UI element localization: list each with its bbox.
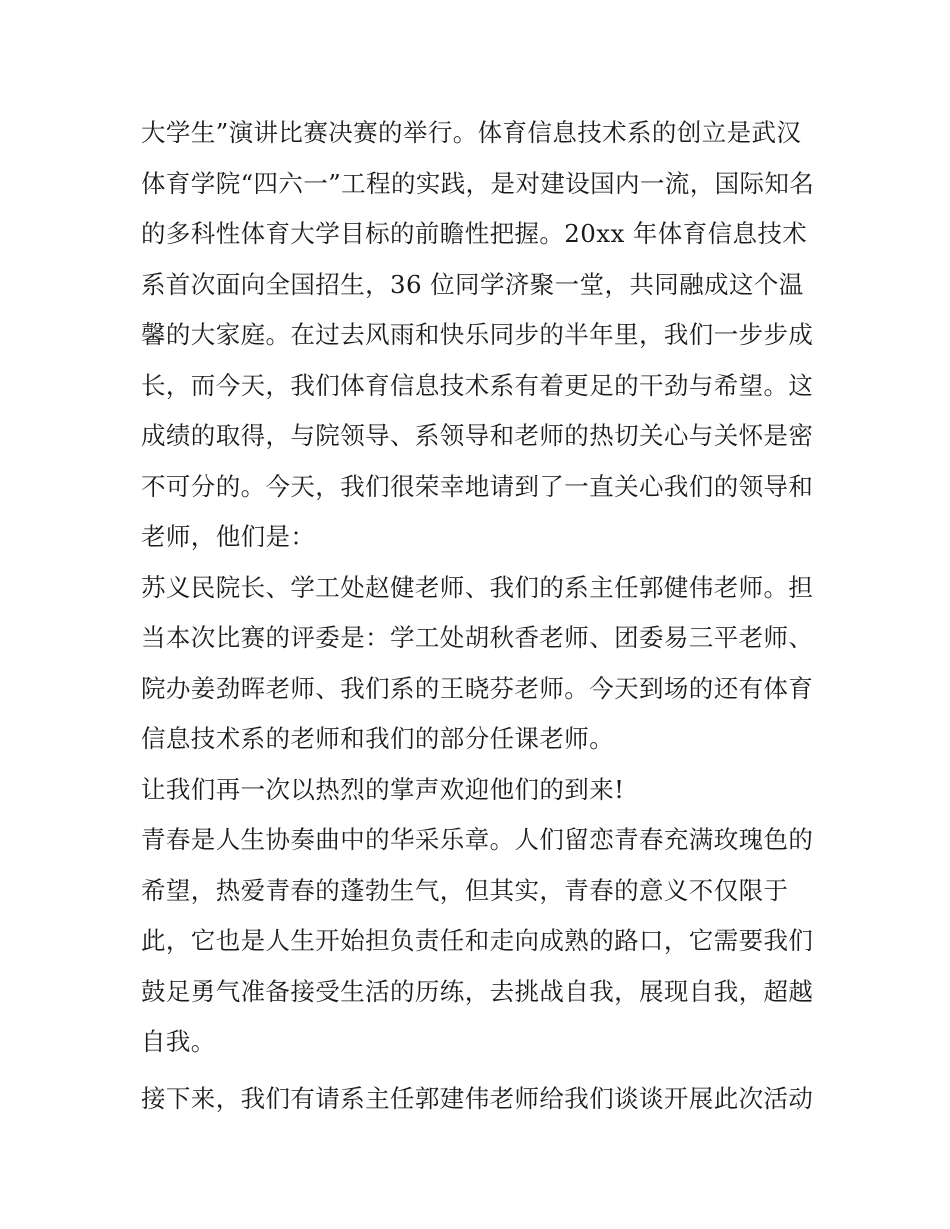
text-line: 当本次比赛的评委是：学工处胡秋香老师、团委易三平老师、 xyxy=(141,623,814,652)
text-line: 鼓足勇气准备接受生活的历练，去挑战自我，展现自我，超越 xyxy=(141,976,814,1006)
text-line: 馨的大家庭。在过去风雨和快乐同步的半年里，我们一步步成 xyxy=(141,320,814,349)
text-line: 接下来，我们有请系主任郭建伟老师给我们谈谈开展此次活动 xyxy=(141,1083,814,1113)
text-line: 青春是人生协奏曲中的华采乐章。人们留恋青春充满玫瑰色的 xyxy=(141,825,814,854)
document-body xyxy=(141,108,821,1124)
text-line: 让我们再一次以热烈的掌声欢迎他们的到来! xyxy=(141,774,625,804)
text-line: 大学生”演讲比赛决赛的举行。体育信息技术系的创立是武汉 xyxy=(141,118,802,147)
text-line: 自我。 xyxy=(141,1027,216,1056)
text-line: 长，而今天，我们体育信息技术系有着更足的干劲与希望。这 xyxy=(141,370,814,400)
text-line: 成绩的取得，与院领导、系领导和老师的热切关心与关怀是密 xyxy=(141,421,814,450)
text-line: 希望，热爱青春的蓬勃生气，但其实，青春的意义不仅限于 xyxy=(141,875,789,905)
text-line: 体育学院“四六一”工程的实践，是对建设国内一流，国际知名 xyxy=(141,168,815,198)
text-line: 老师，他们是： xyxy=(141,522,316,551)
text-line: 信息技术系的老师和我们的部分任课老师。 xyxy=(141,724,615,753)
text-line: 院办姜劲晖老师、我们系的王晓芬老师。今天到场的还有体育 xyxy=(141,673,814,703)
text-line: 苏义民院长、学工处赵健老师、我们的系主任郭健伟老师。担 xyxy=(141,572,814,602)
text-line: 此，它也是人生开始担负责任和走向成熟的路口，它需要我们 xyxy=(141,926,814,955)
text-line: 系首次面向全国招生，36 位同学济聚一堂，共同融成这个温 xyxy=(141,269,804,299)
text-line: 的多科性体育大学目标的前瞻性把握。20xx 年体育信息技术 xyxy=(141,219,808,248)
text-line: 不可分的。今天，我们很荣幸地请到了一直关心我们的领导和 xyxy=(141,471,814,501)
